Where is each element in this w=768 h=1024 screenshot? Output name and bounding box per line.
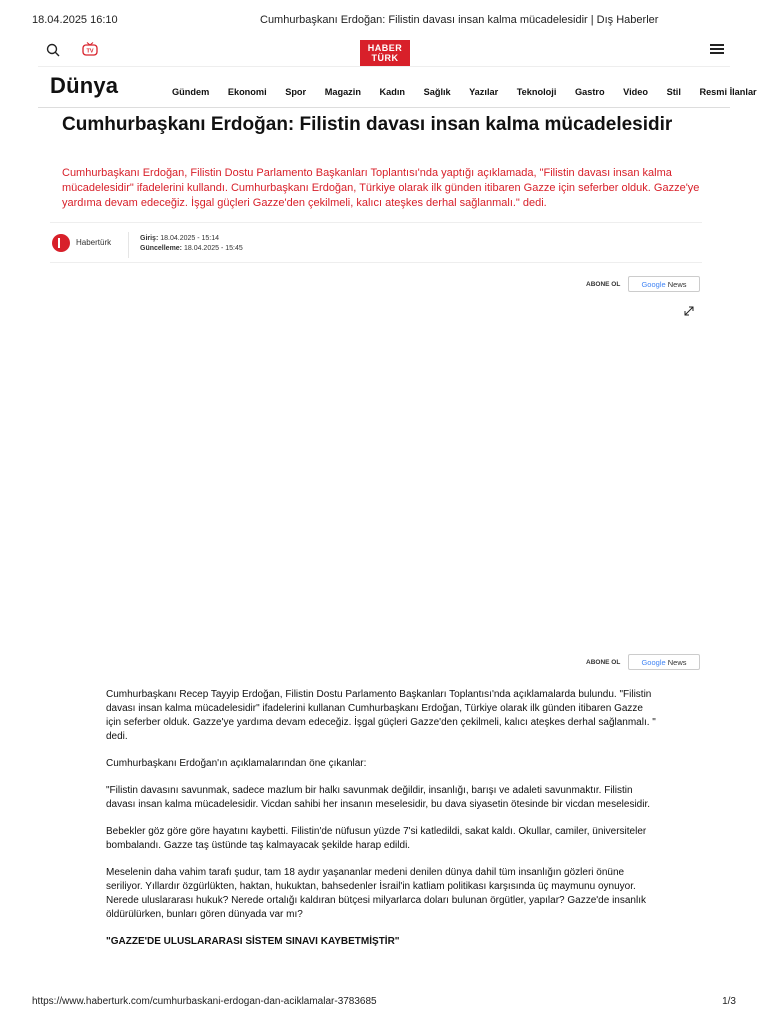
google-news-g: Google	[641, 658, 666, 667]
nav-item-video[interactable]: Video	[623, 87, 649, 97]
svg-text:TV: TV	[86, 48, 94, 55]
print-footer	[32, 996, 736, 1012]
author-logo-icon	[52, 234, 70, 252]
divider	[50, 262, 702, 263]
nav-item-saglik[interactable]: Sağlık	[423, 87, 451, 97]
article-dates	[140, 234, 243, 254]
top-bar	[36, 36, 732, 66]
nav-item-gundem[interactable]: Gündem	[172, 87, 210, 97]
expand-icon[interactable]	[684, 306, 694, 316]
follow-bar-top	[586, 276, 702, 294]
article-paragraph: "Filistin davasını savunmak, sadece mazlum bir halkı savunmak değildir, insanlığı, barışı ve adaleti savunmaktır. Filistin davası insan kalma mücadelesidir. Vicdan sahibi her insanın meselesidir, bu dava siyasetin ötesinde bir vicdan meselesidir.	[106, 785, 650, 810]
article-paragraph: Bebekler göz göre göre hayatını kaybetti. Filistin'de nüfusun yüzde 7'si katledildi, sakat kaldı. Okullar, camiler, üniversiteler bombalandı. Gazze taş üstünde taş kalmayacak şekilde harap edildi.	[106, 826, 647, 851]
haberturk-logo[interactable]	[360, 40, 410, 66]
article-paragraph: Cumhurbaşkanı Erdoğan'ın açıklamalarından öne çıkanlar:	[106, 758, 367, 769]
follow-bar-bottom	[586, 654, 702, 672]
updated-date: 18.04.2025 - 15:45	[183, 245, 243, 252]
meta-separator	[128, 232, 129, 258]
google-news-n: News	[667, 280, 687, 289]
print-date: 18.04.2025 16:10	[32, 14, 118, 26]
article-paragraph: Cumhurbaşkanı Recep Tayyip Erdoğan, Filistin Dostu Parlamento Başkanları Toplantısı'nda açıklamalarda bulundu. "Filistin davası insan kalma mücadelesidir" ifadelerini kullanan Cumhurbaşkanı Erdoğan, Türkiye olarak ilk günden itibaren Gazze için seferber olduk. Gazze'ye yardıma devam edeceğiz. İşgal güçleri Gazze'den çekilmeli, kalıcı ateşkes derhal sağlanmalı. " dedi.	[106, 689, 656, 742]
published-date: 18.04.2025 - 15:14	[160, 235, 220, 242]
print-title: Cumhurbaşkanı Erdoğan: Filistin davası insan kalma mücadelesidir | Dış Haberler	[260, 14, 659, 26]
nav-item-kadin[interactable]: Kadın	[379, 87, 406, 97]
nav-item-stil[interactable]: Stil	[666, 87, 681, 97]
search-icon[interactable]	[45, 42, 61, 58]
video-player[interactable]	[50, 300, 702, 646]
nav-item-magazin[interactable]: Magazin	[324, 87, 361, 97]
logo-line-2: TÜRK	[371, 53, 399, 63]
article-spot: Cumhurbaşkanı Erdoğan, Filistin Dostu Parlamento Başkanları Toplantısı'nda yaptığı açıklamada, "Filistin davası insan kalma mücadelesidir" ifadelerini kullandı. Cumhurbaşkanı Erdoğan, Türkiye olarak ilk günden itibaren Gazze için seferber olduk. Gazze'ye yardıma devam edeceğiz. İşgal güçleri Gazze'den çekilmeli, kalıcı ateşkes derhal sağlanmalı." dedi.	[62, 167, 700, 209]
subscribe-label: ABONE OL	[586, 281, 621, 288]
nav-item-spor[interactable]: Spor	[285, 87, 307, 97]
print-header	[32, 14, 736, 30]
print-url: https://www.haberturk.com/cumhurbaskani-erdogan-dan-aciklamalar-3783685	[32, 996, 377, 1007]
nav-item-teknoloji[interactable]: Teknoloji	[516, 87, 557, 97]
tv-icon[interactable]	[82, 42, 98, 56]
section-nav	[38, 66, 757, 108]
nav-item-ekonomi[interactable]: Ekonomi	[227, 87, 267, 97]
divider	[50, 222, 702, 223]
article-paragraph: Meselenin daha vahim tarafı şudur, tam 18 aydır yaşananlar medeni denilen dünya dahil tüm insanlığın gözleri önüne seriliyor. Yıllardır özgürlükten, haktan, hukuktan, bahsedenler İsrail'in katliam politikası karşısında üç maymunu oynuyor. Nerede uluslararası hukuk? Nerede ortalığı kaldıran bütçesi milyarlarca doları bulunan örgütler, yapılar? Gazze'de insanlık öldürülürken, bunları gören dünyada var mı?	[106, 867, 646, 920]
author-name[interactable]: Habertürk	[76, 238, 112, 247]
article-title: Cumhurbaşkanı Erdoğan: Filistin davası insan kalma mücadelesidir	[62, 114, 673, 135]
article-body	[106, 688, 658, 949]
logo-line-1: HABER	[367, 43, 403, 53]
google-news-button[interactable]	[628, 654, 700, 670]
published-label: Giriş:	[140, 235, 159, 242]
nav-item-resmi-ilanlar[interactable]: Resmi İlanlar	[699, 87, 757, 97]
article-meta	[50, 228, 702, 262]
subscribe-label: ABONE OL	[586, 659, 621, 666]
print-page-number: 1/3	[722, 996, 736, 1007]
google-news-n: News	[667, 658, 687, 667]
nav-item-gastro[interactable]: Gastro	[574, 87, 605, 97]
article-subheading: "GAZZE'DE ULUSLARARASI SİSTEM SINAVI KAYBETMİŞTİR"	[106, 936, 400, 947]
nav-item-yazilar[interactable]: Yazılar	[469, 87, 499, 97]
nav-items	[172, 87, 757, 97]
section-title[interactable]: Dünya	[50, 73, 119, 98]
updated-label: Güncelleme:	[140, 245, 183, 252]
hamburger-menu-icon[interactable]	[710, 44, 724, 56]
google-news-button[interactable]	[628, 276, 700, 292]
google-news-g: Google	[641, 280, 666, 289]
